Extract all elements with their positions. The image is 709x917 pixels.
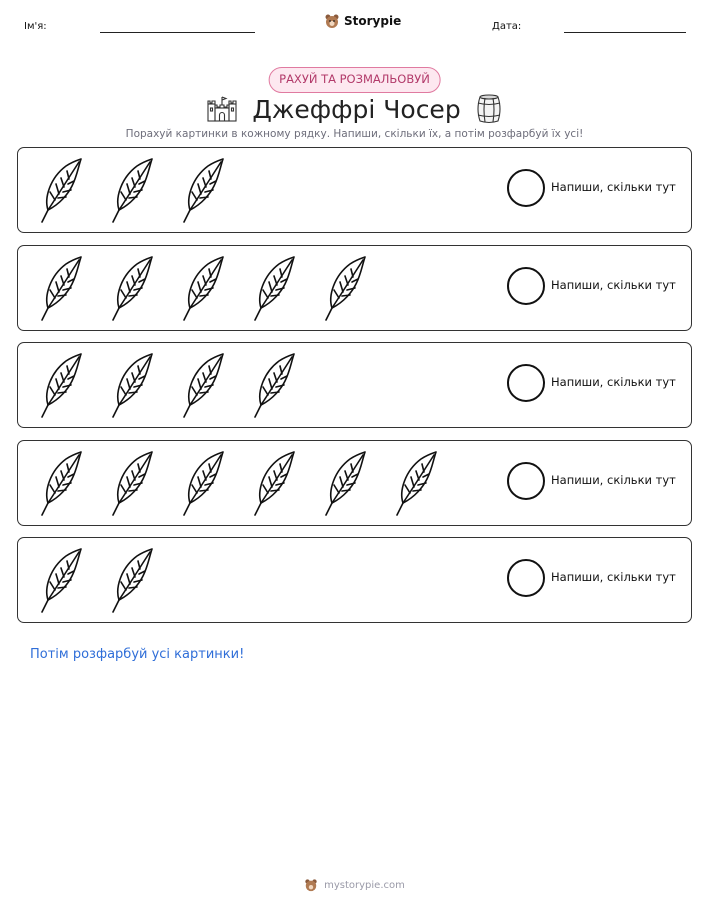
count-row — [17, 342, 692, 428]
answer-label: Напиши, скільки тут — [551, 180, 676, 194]
answer-circle[interactable] — [507, 364, 545, 402]
page-title: Джеффрі Чосер — [252, 94, 461, 124]
count-row — [17, 537, 692, 623]
feather-icon — [28, 544, 93, 616]
answer-circle[interactable] — [507, 462, 545, 500]
feather-group — [28, 252, 377, 324]
feather-icon — [170, 349, 235, 421]
feather-icon — [99, 349, 164, 421]
count-row — [17, 245, 692, 331]
castle-icon — [206, 95, 238, 123]
barrel-icon — [475, 94, 503, 124]
feather-icon — [170, 252, 235, 324]
answer-label: Напиши, скільки тут — [551, 473, 676, 487]
name-line[interactable] — [100, 32, 255, 33]
footer — [0, 878, 709, 892]
feather-icon — [241, 447, 306, 519]
footer-site: mystorypie.com — [324, 879, 405, 891]
brand-name: Storypie — [344, 14, 402, 28]
feather-group — [28, 447, 448, 519]
color-instruction: Потім розфарбуй усі картинки! — [30, 647, 245, 662]
answer-label: Напиши, скільки тут — [551, 375, 676, 389]
feather-group — [28, 544, 164, 616]
feather-icon — [241, 349, 306, 421]
feather-icon — [312, 252, 377, 324]
count-row — [17, 440, 692, 526]
answer-circle[interactable] — [507, 267, 545, 305]
bear-icon — [304, 878, 318, 892]
feather-icon — [383, 447, 448, 519]
bear-icon — [324, 13, 340, 29]
answer-label: Напиши, скільки тут — [551, 278, 676, 292]
feather-icon — [99, 154, 164, 226]
feather-icon — [28, 447, 93, 519]
feather-icon — [241, 252, 306, 324]
feather-icon — [99, 252, 164, 324]
feather-icon — [28, 154, 93, 226]
feather-group — [28, 154, 235, 226]
feather-icon — [28, 349, 93, 421]
feather-icon — [312, 447, 377, 519]
title-row — [0, 90, 709, 128]
answer-circle[interactable] — [507, 559, 545, 597]
feather-icon — [170, 447, 235, 519]
date-label: Дата: — [492, 21, 522, 32]
feather-icon — [99, 544, 164, 616]
activity-badge: РАХУЙ ТА РОЗМАЛЬОВУЙ — [268, 67, 441, 93]
feather-group — [28, 349, 306, 421]
count-row — [17, 147, 692, 233]
storypie-logo — [324, 13, 401, 29]
answer-circle[interactable] — [507, 169, 545, 207]
feather-icon — [99, 447, 164, 519]
instructions: Порахуй картинки в кожному рядку. Напиши, скільки їх, а потім розфарбуй їх усі! — [125, 128, 584, 140]
feather-icon — [28, 252, 93, 324]
answer-label: Напиши, скільки тут — [551, 570, 676, 584]
date-line[interactable] — [564, 32, 686, 33]
feather-icon — [170, 154, 235, 226]
name-label: Ім'я: — [24, 21, 47, 32]
